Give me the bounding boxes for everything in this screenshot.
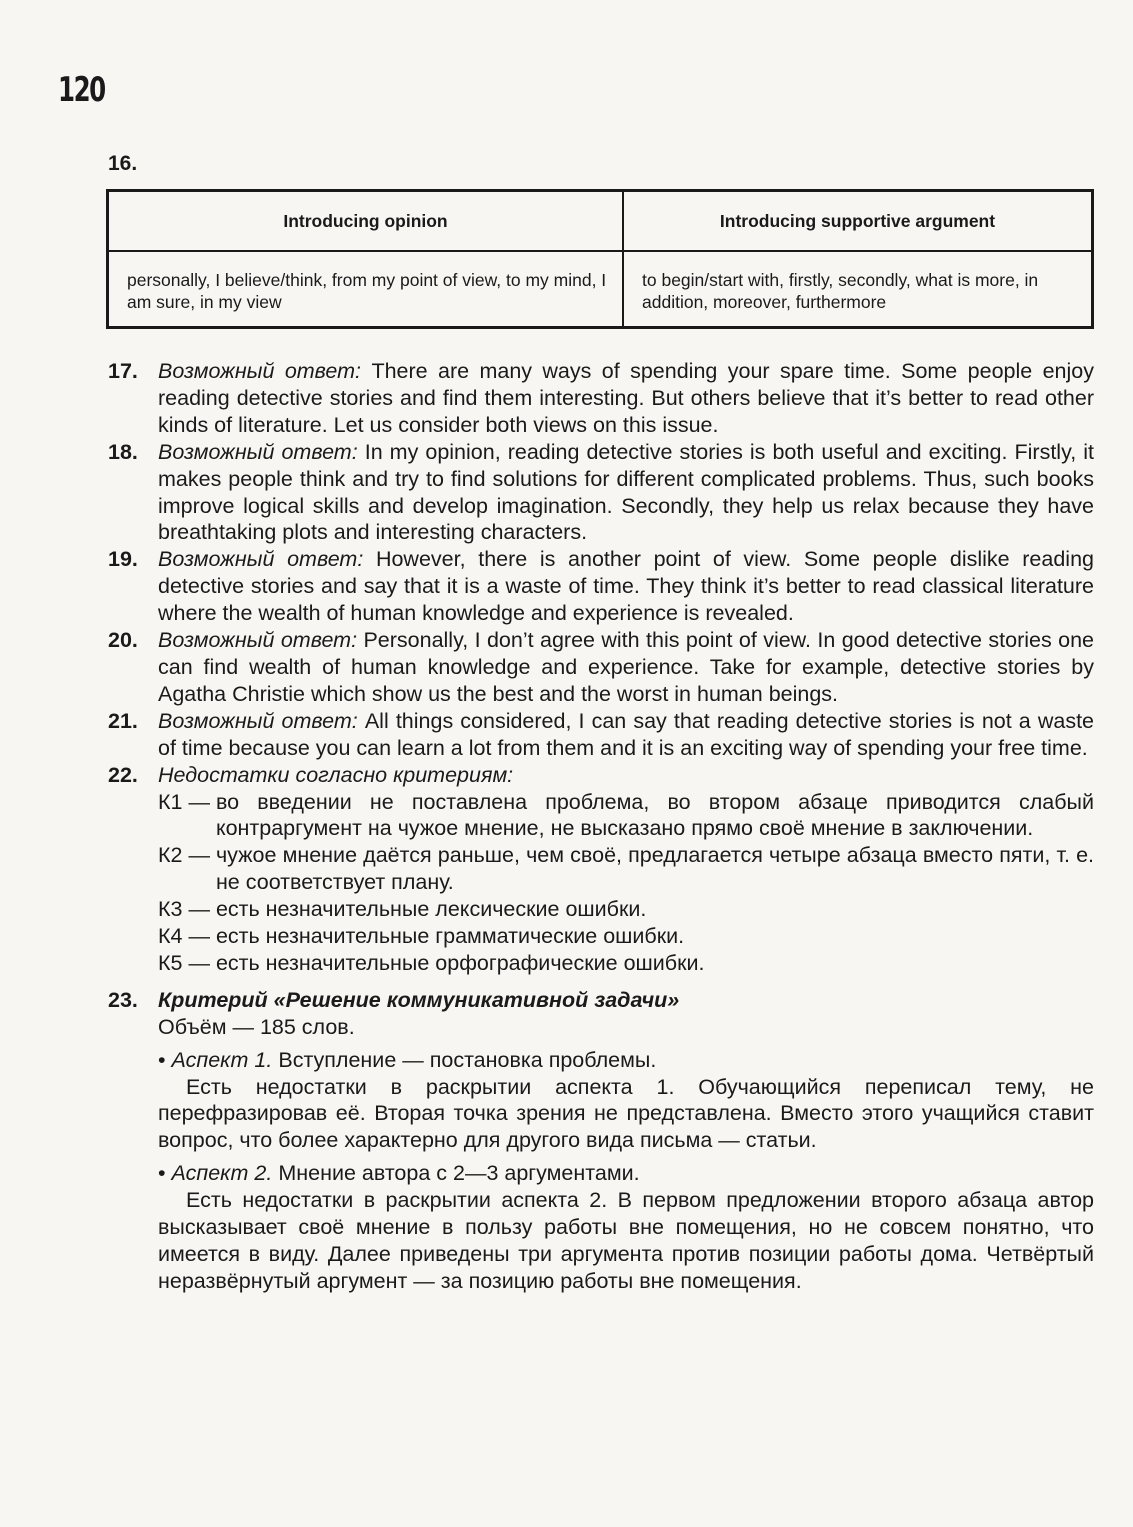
answer-label: Возможный ответ:	[158, 708, 358, 733]
item-number: 20.	[108, 628, 138, 653]
item-16-number: 16.	[108, 152, 138, 175]
criterion-label: К4 —	[158, 924, 216, 949]
word-count: Объём — 185 слов.	[158, 1014, 355, 1039]
answers-list	[108, 358, 1094, 1295]
answer-text: In my opinion, reading detective stories is both useful and exciting. Firstly, it makes people think and try to find solutions for different complicated problems. Thus, such books improve logical skills and develop imagination. Secondly, they help us relax because they have breathtaking plots and interesting characters.	[158, 439, 1094, 545]
item-number: 22.	[108, 762, 138, 787]
answer-text: However, there is another point of view. Some people dislike reading detective stories and say that it is a waste of time. They think it’s better to read classical literature where the wealth of human knowledge and experience is revealed.	[158, 547, 1094, 626]
opinion-table	[106, 189, 1094, 329]
aspect-1-text: Есть недостатки в раскрытии аспекта 1. Обучающийся переписал тему, не перефразировав её. Вторая точка зрения не представлена. Вместо этого учащийся ставит вопрос, что более характерно для другого вида письма — статьи.	[158, 1074, 1094, 1153]
item-20	[108, 627, 1094, 708]
criterion-k5	[158, 950, 1094, 977]
header-introducing-opinion: Introducing opinion	[108, 191, 624, 252]
criterion-text: во введении не поставлена проблема, во втором абзаце приводится слабый контраргумент на чужое мнение, не высказано прямо своё мнение в заключении.	[215, 789, 1094, 841]
criterion-label: К3 —	[158, 897, 216, 922]
bullet-icon: •	[158, 1161, 166, 1186]
answer-label: Возможный ответ:	[158, 628, 358, 653]
aspect-label: Аспект 2.	[171, 1161, 273, 1186]
answer-text: All things considered, I can say that reading detective stories is not a waste of time because you can learn a lot from them and it is an exciting way of spending your free time.	[158, 708, 1094, 760]
table-header-row	[108, 191, 1093, 252]
item-number: 21.	[108, 708, 138, 733]
criterion-heading: Критерий «Решение коммуникативной задачи»	[158, 987, 680, 1012]
criteria-list	[158, 789, 1094, 977]
answer-text: Personally, I don’t agree with this point of view. In good detective stories one can find wealth of human knowledge and experience. Take for example, detective stories by Agatha Christie which show us the best and the worst in human beings.	[158, 628, 1094, 706]
aspect-1-title	[158, 1047, 1094, 1074]
criterion-k1	[158, 789, 1094, 843]
table-row	[108, 251, 1093, 327]
answer-text: There are many ways of spending your spare time. Some people enjoy reading detective stories and find them interesting. But others believe that it’s better to read other kinds of literature. Let us consider both views on this issue.	[158, 359, 1094, 437]
criterion-k4	[158, 923, 1094, 950]
aspect-2-title	[158, 1160, 1094, 1187]
item-number: 19.	[108, 547, 138, 572]
criterion-label: К2 —	[158, 843, 216, 868]
cell-opinion-phrases: personally, I believe/think, from my point of view, to my mind, I am sure, in my view	[108, 251, 624, 327]
criterion-k2	[158, 842, 1094, 896]
item-22	[108, 762, 1094, 977]
cell-argument-phrases: to begin/start with, firstly, secondly, what is more, in addition, moreover, furthermore	[623, 251, 1093, 327]
criterion-label: К1 —	[158, 789, 216, 814]
criteria-heading: Недостатки согласно критериям:	[158, 762, 514, 787]
item-21	[108, 708, 1094, 762]
page-number: 120	[58, 70, 105, 110]
criterion-text: есть незначительные орфографические ошибки.	[215, 950, 705, 975]
item-number: 17.	[108, 359, 138, 383]
bullet-icon: •	[158, 1047, 166, 1072]
header-supportive-argument: Introducing supportive argument	[623, 191, 1093, 252]
answer-label: Возможный ответ:	[158, 547, 364, 572]
aspect-title: Вступление — постановка проблемы.	[278, 1047, 657, 1072]
criterion-label: К5 —	[158, 950, 216, 975]
answer-label: Возможный ответ:	[158, 439, 358, 464]
criterion-text: чужое мнение даётся раньше, чем своё, предлагается четыре абзаца вместо пяти, т. е. не соответствует плану.	[215, 843, 1094, 895]
item-23	[108, 987, 1094, 1295]
item-number: 18.	[108, 439, 138, 464]
item-19	[108, 546, 1094, 627]
item-18	[108, 439, 1094, 547]
criterion-k3	[158, 896, 1094, 923]
aspect-title: Мнение автора с 2—3 аргументами.	[278, 1161, 640, 1186]
answer-label: Возможный ответ:	[158, 359, 362, 383]
item-17	[108, 358, 1094, 439]
item-number: 23.	[108, 987, 138, 1012]
aspect-label: Аспект 1.	[171, 1047, 273, 1072]
criterion-text: есть незначительные лексические ошибки.	[215, 897, 647, 922]
criterion-text: есть незначительные грамматические ошибки.	[215, 924, 685, 949]
aspect-2-text: Есть недостатки в раскрытии аспекта 2. В первом предложении второго абзаца автор высказывает своё мнение в пользу работы вне помещения, но не совсем понятно, что имеется в виду. Далее приведены три аргумента против позиции работы дома. Четвёртый неразвёрнутый аргумент — за позицию работы вне помещения.	[158, 1188, 1094, 1293]
